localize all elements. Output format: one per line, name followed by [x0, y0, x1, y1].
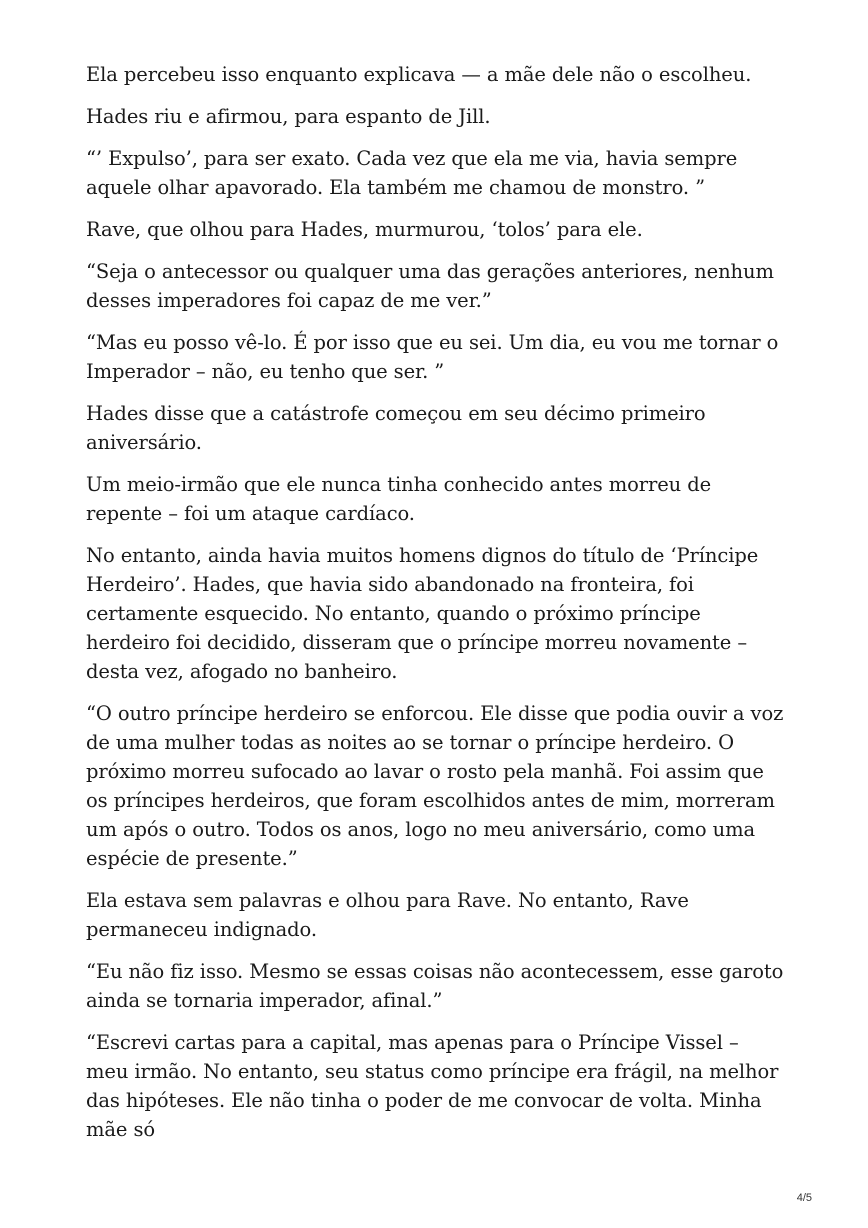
paragraph-1: Ela percebeu isso enquanto explicava — a mãe dele não o escolheu. [86, 63, 752, 86]
paragraph-5: “Seja o antecessor ou qualquer uma das gerações anteriores, nenhum desses imperadores foi capaz de me ver.” [86, 260, 774, 312]
paragraph-9: No entanto, ainda havia muitos homens dignos do título de ‘Príncipe Herdeiro’. Hades, que havia sido abandonado na fronteira, foi certamente esquecido. No entanto, quando o próximo príncipe herdeiro foi decidido, disseram que o príncipe morreu novamente – desta vez, afogado no banheiro. [86, 544, 759, 683]
paragraph-3: “’ Expulso’, para ser exato. Cada vez que ela me via, havia sempre aquele olhar apavorado. Ela também me chamou de monstro. ” [86, 147, 738, 199]
paragraph-10: “O outro príncipe herdeiro se enforcou. Ele disse que podia ouvir a voz de uma mulher todas as noites ao se tornar o príncipe herdeiro. O próximo morreu sufocado ao lavar o rosto pela manhã. Foi assim que os príncipes herdeiros, que foram escolhidos antes de mim, morreram um após o outro. Todos os anos, logo no meu aniversário, como uma espécie de presente.” [86, 702, 784, 870]
paragraph-2: Hades riu e afirmou, para espanto de Jill. [86, 105, 491, 128]
paragraph-11: Ela estava sem palavras e olhou para Rave. No entanto, Rave permaneceu indignado. [86, 889, 689, 941]
paragraph-13: “Escrevi cartas para a capital, mas apenas para o Príncipe Vissel – meu irmão. No entanto, seu status como príncipe era frágil, na melhor das hipóteses. Ele não tinha o poder de me convocar de volta. Minha mãe só [86, 1031, 779, 1141]
paragraph-7: Hades disse que a catástrofe começou em seu décimo primeiro aniversário. [86, 402, 706, 454]
page-number: 4/5 [796, 1192, 812, 1204]
paragraph-8: Um meio-irmão que ele nunca tinha conhecido antes morreu de repente – foi um ataque cardíaco. [86, 473, 712, 525]
paragraph-12: “Eu não fiz isso. Mesmo se essas coisas não acontecessem, esse garoto ainda se tornaria imperador, afinal.” [86, 960, 784, 1012]
document-body [86, 60, 786, 1157]
paragraph-4: Rave, que olhou para Hades, murmurou, ‘tolos’ para ele. [86, 218, 643, 241]
paragraph-6: “Mas eu posso vê-lo. É por isso que eu sei. Um dia, eu vou me tornar o Imperador – não, eu tenho que ser. ” [86, 331, 779, 383]
